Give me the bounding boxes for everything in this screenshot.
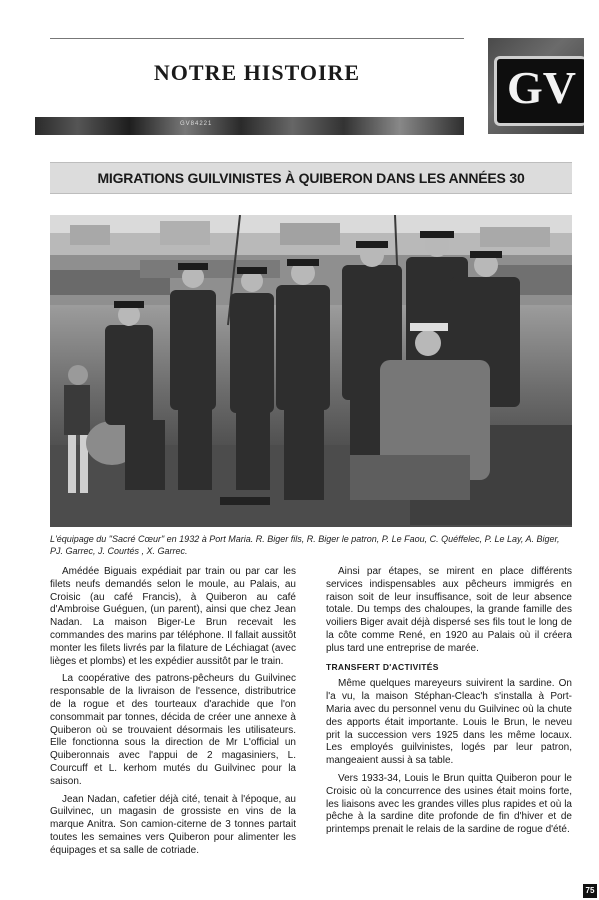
page-title: NOTRE HISTOIRE bbox=[153, 60, 361, 85]
logo-text: GV bbox=[507, 62, 576, 113]
crew-photo-illustration bbox=[50, 215, 572, 527]
article-column-left bbox=[50, 566, 296, 863]
paragraph: La coopérative des patrons-pêcheurs du Guilvinec responsable de la livraison de l'essence, distributrice de la rogue et des tourteaux d'arachide que l'on consommait par tonnes, décida de créer une annexe à Quiberon où se trouvaient désormais les utilisateurs. Elle fonctionna sous la direction de Mr L'official un Quiberonnais avec l'appui de 2 magasiniers, L. Courcuff et L. kerhom mutés du Guilvinec pour la saison. bbox=[50, 673, 296, 787]
section-header bbox=[50, 162, 572, 194]
article-title: MIGRATIONS GUILVINISTES À QUIBERON DANS LES ANNÉES 30 bbox=[97, 170, 525, 186]
paragraph: Vers 1933-34, Louis le Brun quitta Quiberon pour le Croisic où la concurrence des usines était moins forte, les liaisons avec les grandes villes plus rapides et où la pêche à la sardine dite profonde de fin d'hiver et de printemps prenait le relais de la sardine de rogue d'été. bbox=[326, 772, 572, 836]
boat-registration-text: GV84221 bbox=[180, 121, 213, 127]
paragraph: Ainsi par étapes, se mirent en place différents services indispensables aux pêcheurs immigrés en raison soit de leur insuffisance, soit de leur absence totale. Du temps des chaloupes, la grande famille des voiliers Biger avait déjà dispersé ses fils tout le long de la côte comme René, en 1920 au Palais où il créera plus tard une entreprise de marée. bbox=[326, 566, 572, 654]
photo-caption: L'équipage du "Sacré Cœur" en 1932 à Port Maria. R. Biger fils, R. Biger le patron, P. Le Faou, C. Quéffelec, P. Le Lay, A. Biger, PJ. Garrec, J. Courtés , X. Garrec. bbox=[50, 534, 560, 556]
page-number: 75 bbox=[583, 884, 597, 898]
subheading: TRANSFERT D'ACTIVITÉS bbox=[326, 661, 439, 672]
header-photo-strip bbox=[35, 117, 464, 135]
paragraph: Même quelques mareyeurs suivirent la sardine. On l'a vu, la maison Stéphan-Cleac'h s'installa à Port-Maria avec du personnel venu du Guilvinec où la chute des apports était importante. Louis le Brun, le neveu prit la succession vers 1925 dans les même locaux. Les employés guilvinistes, logés par leur patron, mangeaient aussi à sa table. bbox=[326, 678, 572, 767]
gv-logo-photo bbox=[488, 38, 584, 134]
logo-plate bbox=[494, 56, 584, 126]
crew-photograph bbox=[50, 215, 572, 527]
article-column-right bbox=[326, 566, 572, 842]
paragraph: Amédée Biguais expédiait par train ou par car les filets neufs demandés selon le moule, au Palais, au Croisic (au café Francis), à Quiberon au café d'Ambroise Guéguen, (un parent), ainsi que chez Jean Nadan. La maison Biger-Le Brun recevait les commandes des marins par téléphone. Il fallait aussitôt monter les filets livrés par la filature de Léchiagat (avec lièges et plombs) et les expédier aussitôt par le train. bbox=[50, 566, 296, 667]
header-rule bbox=[50, 38, 464, 39]
paragraph: Jean Nadan, cafetier déjà cité, tenait à l'époque, au Guilvinec, un magasin de grossiste en vins de la marque Anitra. Son camion-citerne de 3 tonnes partait toutes les semaines vers Quiberon pour alimenter les équipages et sa salle de cotriade. bbox=[50, 793, 296, 856]
